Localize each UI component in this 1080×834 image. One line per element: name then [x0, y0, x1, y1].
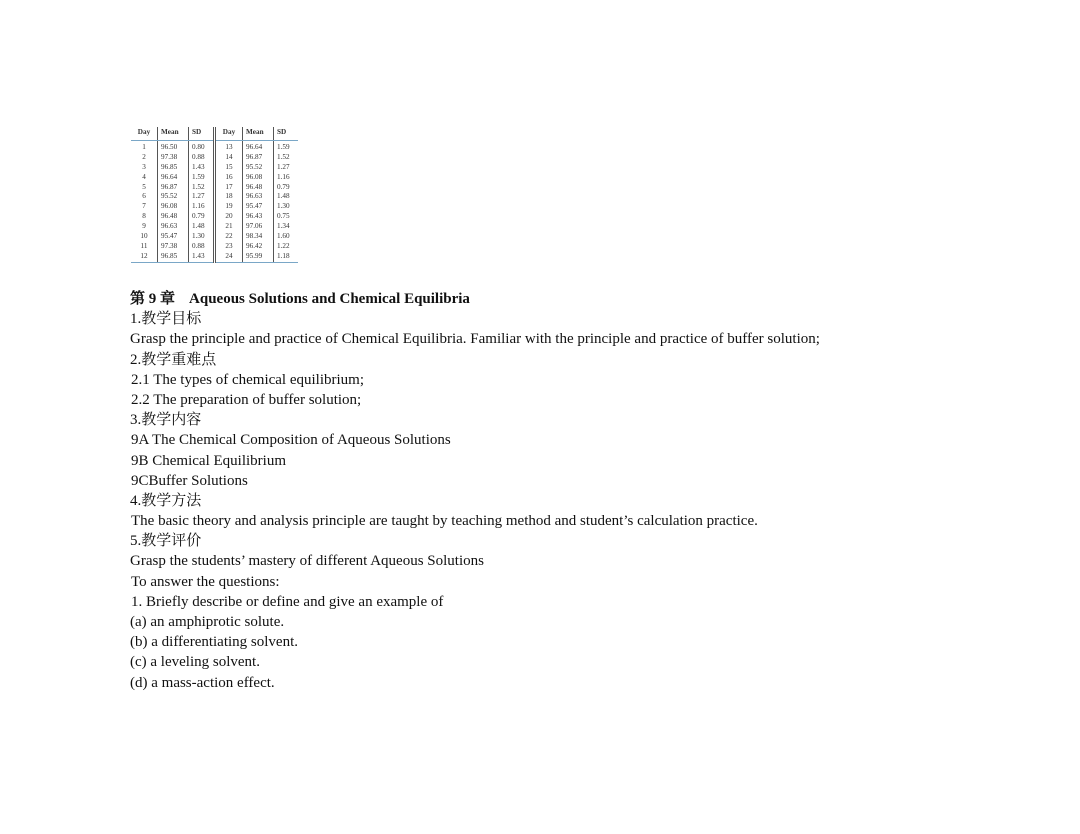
cell-day-2: 14 — [215, 153, 243, 163]
section-2-item: 2.2 The preparation of buffer solution; — [131, 391, 362, 408]
table-row — [131, 232, 298, 242]
cell-day: 4 — [142, 172, 146, 181]
cell-mean-2: 95.52 — [243, 163, 274, 173]
cell-day-2: 13 — [215, 140, 243, 152]
table-row — [131, 163, 298, 173]
cell-sd-2: 1.27 — [274, 163, 299, 173]
cell-day-2: 22 — [215, 232, 243, 242]
cell-day-2: 20 — [215, 212, 243, 222]
section-5-text: Grasp the students’ mastery of different Aqueous Solutions — [130, 553, 484, 570]
col-header-mean: Mean — [158, 127, 189, 140]
cell-day-2: 17 — [215, 183, 243, 193]
cell-sd: 1.48 — [189, 222, 215, 232]
question-1-item: (a) an amphiprotic solute. — [130, 614, 285, 630]
cell-day-2: 24 — [215, 252, 243, 262]
section-3-item: 9A The Chemical Composition of Aqueous Solutions — [131, 432, 451, 449]
cell-day: 2 — [142, 152, 146, 161]
cell-mean-2: 96.48 — [243, 183, 274, 193]
table-body — [131, 140, 298, 262]
cell-sd-2: 0.79 — [274, 183, 299, 193]
cell-day: 11 — [140, 241, 148, 250]
table-row — [131, 140, 298, 152]
col-header-sd: SD — [189, 127, 215, 140]
cell-mean-2: 97.06 — [243, 222, 274, 232]
cell-sd-2: 1.34 — [274, 222, 299, 232]
cell-day: 8 — [142, 212, 146, 221]
col-header-day: Day — [131, 127, 158, 140]
cell-mean: 96.85 — [158, 252, 189, 262]
section-1-heading: 1.教学目标 — [130, 311, 202, 328]
cell-sd-2: 1.48 — [274, 192, 299, 202]
cell-mean: 95.52 — [158, 192, 189, 202]
cell-mean: 96.08 — [158, 202, 189, 212]
cell-sd-2: 1.16 — [274, 173, 299, 183]
table-row — [131, 242, 298, 252]
question-1-item: (c) a leveling solvent. — [130, 654, 260, 671]
cell-mean-2: 96.87 — [243, 153, 274, 163]
document-body — [130, 289, 1030, 693]
question-1-item: (d) a mass-action effect. — [130, 674, 275, 691]
section-4-text: The basic theory and analysis principle are taught by teaching method and student’s calculation practice. — [131, 513, 758, 530]
cell-day: 6 — [142, 192, 146, 201]
cell-sd-2: 1.60 — [274, 232, 299, 242]
cell-day: 10 — [140, 232, 148, 241]
cell-sd: 1.30 — [189, 232, 215, 242]
cell-sd-2: 1.18 — [274, 252, 299, 262]
cell-mean: 96.85 — [158, 163, 189, 173]
cell-day-2: 23 — [215, 242, 243, 252]
cell-sd: 1.43 — [189, 163, 215, 173]
cell-mean: 96.64 — [158, 173, 189, 183]
cell-mean: 95.47 — [158, 232, 189, 242]
question-1: 1. Briefly describe or define and give an example of — [131, 593, 444, 610]
col-header-day-2: Day — [215, 127, 243, 140]
cell-day-2: 16 — [215, 173, 243, 183]
table-row — [131, 212, 298, 222]
table-header-row — [131, 127, 298, 140]
data-table — [131, 127, 298, 263]
section-3-item: 9CBuffer Solutions — [131, 472, 248, 489]
cell-sd: 1.16 — [189, 202, 215, 212]
cell-mean: 96.63 — [158, 222, 189, 232]
table-row — [131, 153, 298, 163]
col-header-mean-2: Mean — [243, 127, 274, 140]
cell-day: 1 — [142, 142, 146, 151]
cell-sd: 1.52 — [189, 183, 215, 193]
chapter-heading — [130, 289, 1030, 309]
col-header-sd-2: SD — [274, 127, 299, 140]
section-1-text: Grasp the principle and practice of Chemical Equilibria. Familiar with the principle and practice of buffer solution; — [130, 331, 820, 348]
question-1-item: (b) a differentiating solvent. — [130, 634, 299, 651]
cell-mean-2: 95.99 — [243, 252, 274, 262]
questions-intro: To answer the questions: — [131, 573, 280, 590]
cell-sd: 0.88 — [189, 153, 215, 163]
table-row — [131, 173, 298, 183]
cell-mean: 97.38 — [158, 242, 189, 252]
cell-mean: 96.87 — [158, 183, 189, 193]
cell-mean-2: 96.08 — [243, 173, 274, 183]
cell-day: 9 — [142, 222, 146, 231]
table-row — [131, 202, 298, 212]
table-row — [131, 222, 298, 232]
table-row — [131, 192, 298, 202]
cell-mean: 96.48 — [158, 212, 189, 222]
cell-day: 3 — [142, 162, 146, 171]
cell-sd-2: 1.59 — [274, 140, 299, 152]
cell-sd-2: 1.22 — [274, 242, 299, 252]
cell-mean-2: 96.64 — [243, 140, 274, 152]
section-3-heading: 3.教学内容 — [130, 412, 202, 429]
cell-sd-2: 1.30 — [274, 202, 299, 212]
cell-mean-2: 98.34 — [243, 232, 274, 242]
cell-day-2: 19 — [215, 202, 243, 212]
cell-mean: 97.38 — [158, 153, 189, 163]
section-2-item: 2.1 The types of chemical equilibrium; — [131, 371, 364, 388]
cell-mean-2: 95.47 — [243, 202, 274, 212]
cell-mean-2: 96.63 — [243, 192, 274, 202]
cell-day: 7 — [142, 202, 146, 211]
cell-sd: 0.80 — [189, 140, 215, 152]
cell-mean-2: 96.43 — [243, 212, 274, 222]
cell-sd-2: 1.52 — [274, 153, 299, 163]
cell-day-2: 21 — [215, 222, 243, 232]
chapter-label: 第 9 章 — [130, 291, 176, 307]
table-row — [131, 252, 298, 262]
section-4-heading: 4.教学方法 — [130, 492, 202, 509]
cell-day-2: 15 — [215, 163, 243, 173]
cell-mean: 96.50 — [158, 140, 189, 152]
cell-day: 5 — [142, 182, 146, 191]
cell-day-2: 18 — [215, 192, 243, 202]
cell-sd: 1.27 — [189, 192, 215, 202]
cell-sd-2: 0.75 — [274, 212, 299, 222]
section-5-heading: 5.教学评价 — [130, 533, 202, 550]
cell-mean-2: 96.42 — [243, 242, 274, 252]
cell-sd: 1.59 — [189, 173, 215, 183]
cell-sd: 1.43 — [189, 252, 215, 262]
table-row — [131, 183, 298, 193]
cell-day: 12 — [131, 252, 158, 262]
cell-sd: 0.79 — [189, 212, 215, 222]
section-3-item: 9B Chemical Equilibrium — [131, 452, 286, 469]
cell-sd: 0.88 — [189, 242, 215, 252]
section-2-heading: 2.教学重难点 — [130, 351, 217, 368]
chapter-title: Aqueous Solutions and Chemical Equilibria — [189, 291, 470, 307]
